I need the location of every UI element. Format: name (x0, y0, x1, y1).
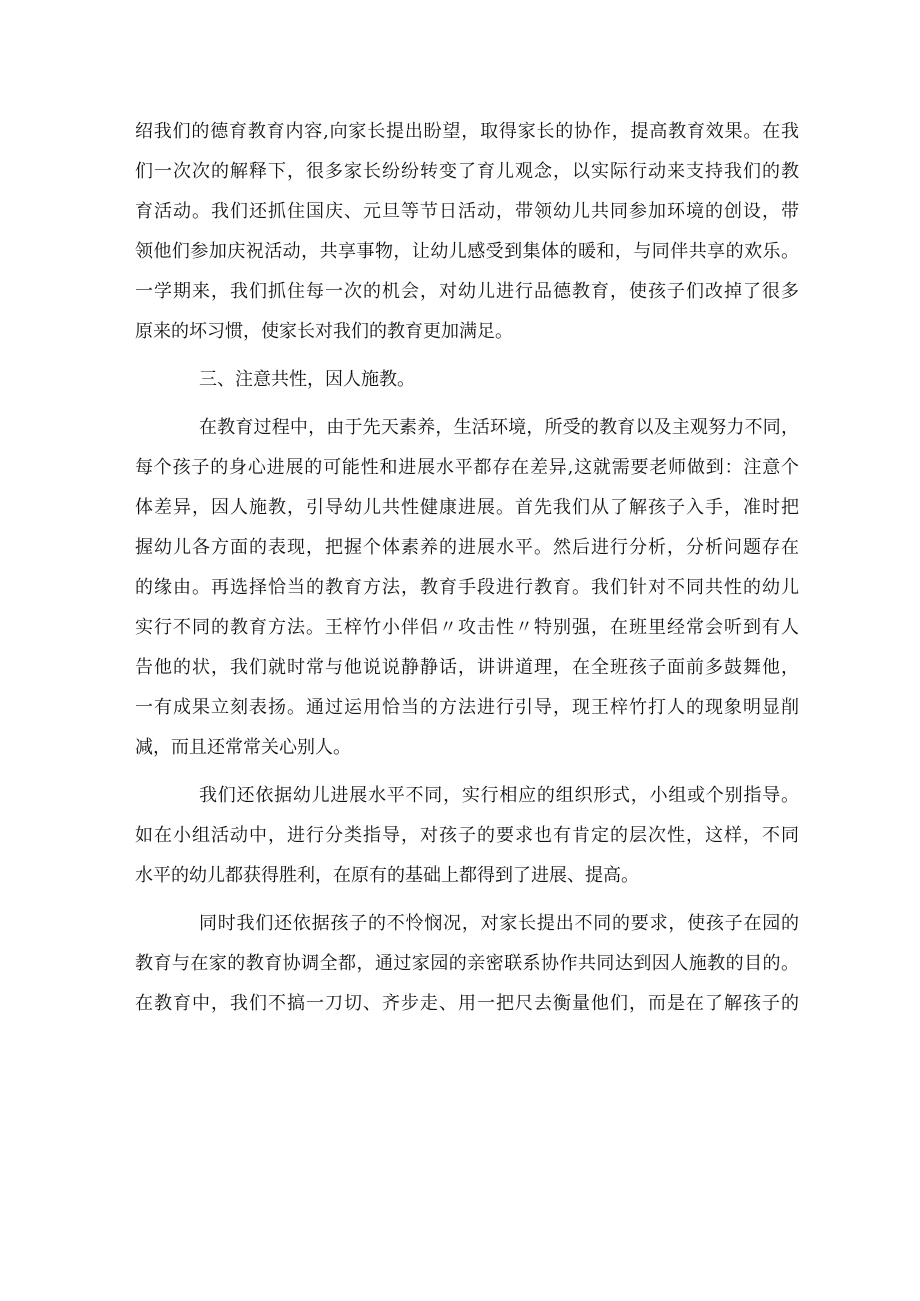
paragraph-parent-cooperation (135, 112, 799, 352)
text-line: 教育与在家的教育协调全都，通过家园的亲密联系协作共同达到因人施教的目的。 (135, 953, 799, 974)
text-line: 握幼儿各方面的表现，把握个体素养的进展水平。然后进行分析，分析问题存在 (135, 537, 799, 558)
text-line: 在教育过程中，由于先天素养，生活环境，所受的教育以及主观努力不同， (199, 417, 799, 438)
text-line: 每个孩子的身心进展的可能性和进展水平都存在差异,这就需要老师做到：注意个 (135, 457, 799, 478)
heading-text: 三、注意共性，因人施教。 (199, 369, 415, 390)
text-line: 同时我们还依据孩子的不怜悯况，对家长提出不同的要求，使孩子在园的 (199, 913, 799, 934)
text-line: 的缘由。再选择恰当的教育方法，教育手段进行教育。我们针对不同共性的幼儿 (135, 577, 799, 598)
text-line: 育活动。我们还抓住国庆、元旦等节日活动，带领幼儿共同参加环境的创设，带 (135, 201, 799, 222)
text-line: 原来的坏习惯，使家长对我们的教育更加满足。 (135, 321, 513, 342)
text-line: 领他们参加庆祝活动，共享事物，让幼儿感受到集体的暖和，与同伴共享的欢乐。 (135, 241, 799, 262)
text-line: 一学期来，我们抓住每一次的机会，对幼儿进行品德教育，使孩子们改掉了很多 (135, 281, 799, 302)
paragraph-group-guidance (135, 776, 799, 896)
text-line: 我们还依据幼儿进展水平不同，实行相应的组织形式，小组或个别指导。 (199, 785, 799, 806)
paragraph-home-school (135, 904, 799, 1024)
text-line: 一有成果立刻表扬。通过运用恰当的方法进行引导，现王梓竹打人的现象明显削 (135, 697, 799, 718)
text-line: 减，而且还常常关心别人。 (135, 737, 351, 758)
document-body (135, 112, 799, 1024)
text-line: 绍我们的德育教育内容,向家长提出盼望，取得家长的协作，提高教育效果。在我 (135, 121, 799, 142)
text-line: 们一次次的解释下，很多家长纷纷转变了育儿观念，以实际行动来支持我们的教 (135, 161, 799, 182)
text-line: 告他的状，我们就时常与他说说静静话，讲讲道理，在全班孩子面前多鼓舞他， (135, 657, 799, 678)
text-line: 体差异，因人施教，引导幼儿共性健康进展。首先我们从了解孩子入手，准时把 (135, 497, 799, 518)
paragraph-individual-differences (135, 408, 799, 768)
text-line: 水平的幼儿都获得胜利，在原有的基础上都得到了进展、提高。 (135, 865, 639, 886)
section-heading (135, 360, 799, 400)
text-line: 实行不同的教育方法。王梓竹小伴侣〃攻击性〃特别强，在班里经常会听到有人 (135, 617, 799, 638)
text-line: 如在小组活动中，进行分类指导，对孩子的要求也有肯定的层次性，这样，不同 (135, 825, 799, 846)
text-line: 在教育中，我们不搞一刀切、齐步走、用一把尺去衡量他们，而是在了解孩子的 (135, 993, 799, 1014)
